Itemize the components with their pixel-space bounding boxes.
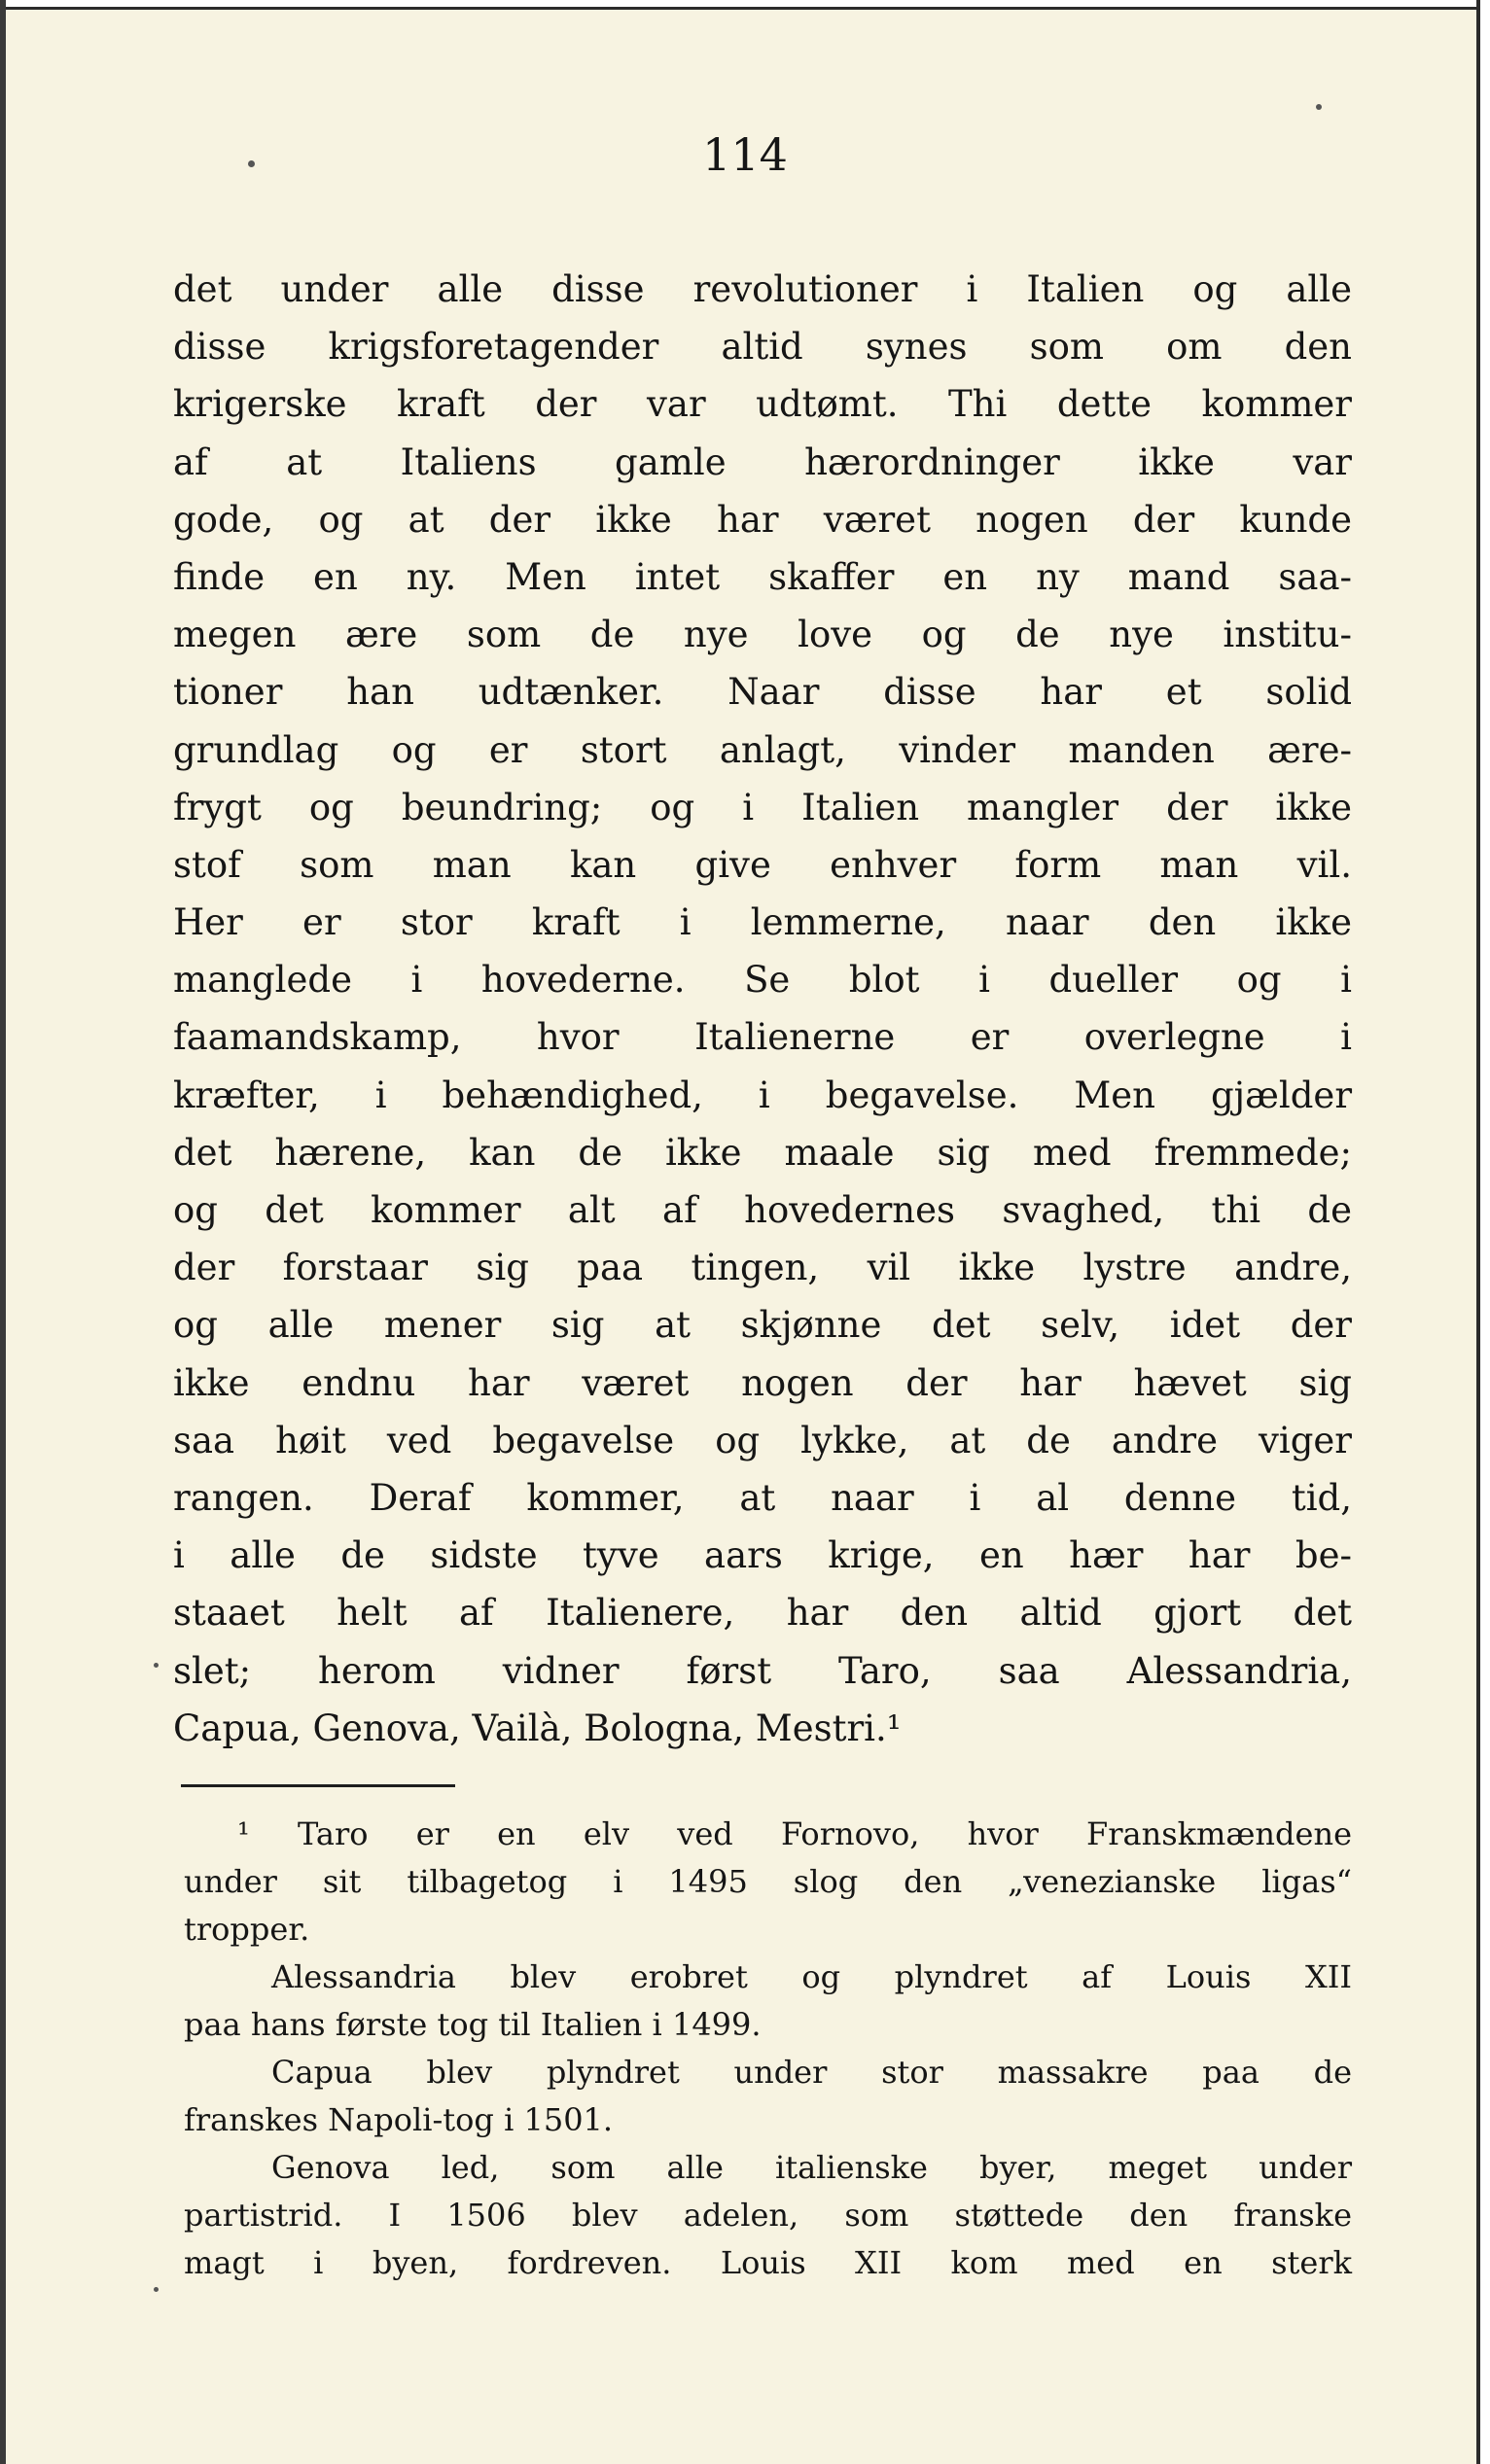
- scan-border-right: [1476, 0, 1490, 2464]
- body-line: Capua, Genova, Vailà, Bologna, Mestri.¹: [173, 1707, 902, 1749]
- body-line: krigerske kraft der var udtømt. Thi dette kommer: [173, 383, 1352, 426]
- page-number: 114: [702, 128, 788, 181]
- footnote-line: Alessandria blev erobret og plyndret af Louis XII: [271, 1958, 1352, 1995]
- body-line: det under alle disse revolutioner i Italien og alle: [173, 268, 1352, 310]
- footnote-line: ¹ Taro er en elv ved Fornovo, hvor Franskmændene: [237, 1815, 1352, 1852]
- body-text: [173, 261, 1352, 1757]
- footnote-line: magt i byen, fordreven. Louis XII kom med en sterk: [184, 2244, 1352, 2281]
- body-line: staaet helt af Italienere, har den altid gjort det: [173, 1592, 1352, 1635]
- body-line: slet; herom vidner først Taro, saa Alessandria,: [173, 1649, 1352, 1692]
- body-line: af at Italiens gamle hærordninger ikke var: [173, 440, 1352, 483]
- body-line: finde en ny. Men intet skaffer en ny mand saa-: [173, 555, 1352, 598]
- footnote-line: Capua blev plyndret under stor massakre paa de: [271, 2054, 1352, 2091]
- scan-border-top: [0, 0, 1490, 10]
- body-line: og det kommer alt af hovedernes svaghed, thi de: [173, 1189, 1352, 1231]
- body-line: grundlag og er stort anlagt, vinder manden ære-: [173, 728, 1352, 771]
- body-line: frygt og beundring; og i Italien mangler der ikke: [173, 786, 1352, 828]
- scan-speck: [154, 1663, 159, 1668]
- body-line: Her er stor kraft i lemmerne, naar den ikke: [173, 901, 1352, 944]
- body-line: megen ære som de nye love og de nye institu-: [173, 614, 1352, 656]
- body-line: saa høit ved begavelse og lykke, at de andre viger: [173, 1419, 1352, 1461]
- body-line: manglede i hovederne. Se blot i dueller og i: [173, 959, 1352, 1002]
- scan-speck: [154, 2287, 159, 2292]
- body-line: disse krigsforetagender altid synes som om den: [173, 326, 1352, 369]
- body-line: gode, og at der ikke har været nogen der kunde: [173, 498, 1352, 541]
- footnote-line: under sit tilbagetog i 1495 slog den „venezianske ligas“: [184, 1863, 1352, 1900]
- scan-speck: [248, 160, 255, 167]
- body-line: det hærene, kan de ikke maale sig med fremmede;: [173, 1131, 1352, 1174]
- footnote-line: tropper.: [184, 1911, 310, 1948]
- body-line: rangen. Deraf kommer, at naar i al denne tid,: [173, 1476, 1352, 1519]
- body-line: faamandskamp, hvor Italienerne er overlegne i: [173, 1016, 1352, 1059]
- footnotes: [184, 1811, 1352, 2287]
- footnote-line: partistrid. I 1506 blev adelen, som støttede den franske: [184, 2197, 1352, 2234]
- footnote-line: paa hans første tog til Italien i 1499.: [184, 2006, 762, 2043]
- body-line: i alle de sidste tyve aars krige, en hær har be-: [173, 1534, 1352, 1577]
- body-line: kræfter, i behændighed, i begavelse. Men gjælder: [173, 1074, 1352, 1116]
- footnote-separator: [181, 1784, 455, 1787]
- scan-speck: [1316, 104, 1322, 110]
- body-line: der forstaar sig paa tingen, vil ikke lystre andre,: [173, 1247, 1352, 1289]
- body-line: stof som man kan give enhver form man vil.: [173, 843, 1352, 886]
- footnote-line: Genova led, som alle italienske byer, meget under: [271, 2149, 1352, 2186]
- body-line: ikke endnu har været nogen der har hævet sig: [173, 1361, 1352, 1404]
- body-line: og alle mener sig at skjønne det selv, idet der: [173, 1304, 1352, 1347]
- footnote-line: franskes Napoli-tog i 1501.: [184, 2101, 614, 2138]
- scan-border-left: [0, 0, 6, 2464]
- body-line: tioner han udtænker. Naar disse har et solid: [173, 671, 1352, 714]
